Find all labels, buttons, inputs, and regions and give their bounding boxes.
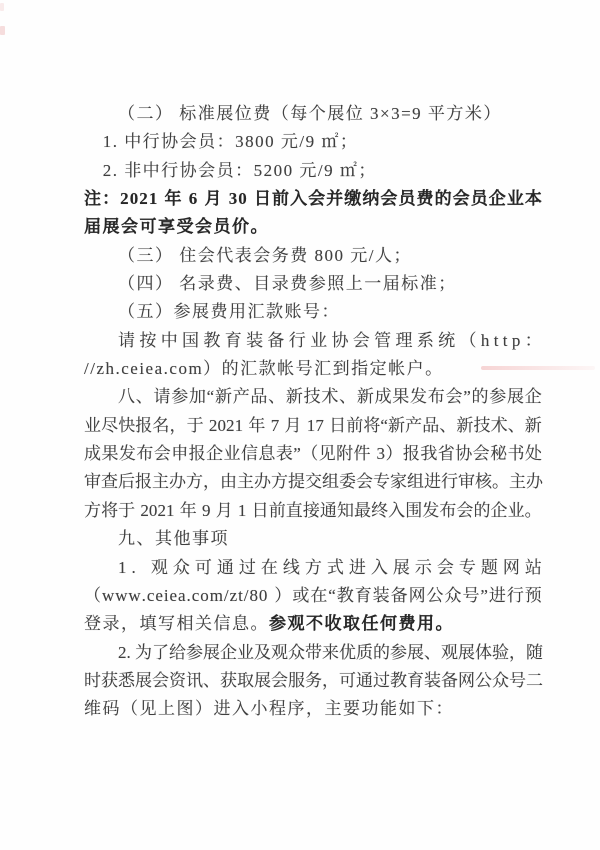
- document-body: [84, 100, 542, 724]
- doc-line: 时 获 悉 展 会 资 讯 、 获 取 展 会 服 务 ， 可 通 过 教 育 装 备 网 公 众 号 二: [84, 670, 543, 690]
- doc-line: 八 、 请 参 加 “ 新 产 品 、 新 技 术 、 新 成 果 发 布 会 ” 的 参 展 企: [118, 387, 542, 407]
- scan-artifact-mark-top: [0, 3, 4, 11]
- doc-line: 注 ： 2 0 2 1 年 6 月 3 0 日 前 入 会 并 缴 纳 会 员 费 的 会 员 企 业 本: [84, 189, 542, 209]
- doc-line: 九、其他事项: [118, 529, 229, 549]
- doc-line: （ w w w . c e i e a . c o m / z t / 8 0 ） 或 在 “ 教 育 装 备 网 公 众 号 ” 进 行 预: [84, 585, 542, 605]
- doc-line: 登录，填写相关信息。参观不收取任何费用。: [84, 614, 454, 634]
- doc-line: 请 按 中 国 教 育 装 备 行 业 协 会 管 理 系 统 （ h t t p ：: [118, 330, 542, 350]
- doc-line: （五）参展费用汇款账号：: [118, 302, 340, 322]
- doc-line: 2. 非中行协会员：5200 元/9 ㎡；: [102, 160, 377, 180]
- doc-line: （四） 名录费、目录费参照上一届标准；: [118, 274, 457, 294]
- doc-line: 方 将 于 2 0 2 1 年 9 月 1 日 前 直 接 通 知 最 终 入 围 发 布 会 的 企 业 。: [84, 500, 542, 520]
- doc-line: （二） 标准展位费（每个展位 3×3=9 平方米）: [118, 104, 502, 123]
- doc-line: 成 果 发 布 会 申 报 企 业 信 息 表 ” （ 见 附 件 3 ） 报 我 省 协 会 秘 书 处: [84, 444, 542, 464]
- doc-line: //zh.ceiea.com）的汇款帐号汇到指定帐户。: [84, 359, 444, 379]
- doc-line: 维码（见上图）进入小程序，主要功能如下：: [84, 699, 454, 719]
- doc-line: 业 尽 快 报 名 ， 于 2 0 2 1 年 7 月 1 7 日 前 将 “ 新 产 品 、 新 技 术 、 新: [84, 415, 542, 435]
- doc-line: 1 . 观 众 可 通 过 在 线 方 式 进 入 展 示 会 专 题 网 站: [118, 557, 542, 577]
- doc-line: 2 . 为 了 给 参 展 企 业 及 观 众 带 来 优 质 的 参 展 、 观 展 体 验 ， 随: [118, 642, 543, 662]
- doc-line: 届展会可享受会员价。: [84, 217, 269, 237]
- doc-line: 1. 中行协会员：3800 元/9 ㎡；: [102, 132, 359, 152]
- doc-line: （三） 住会代表会务费 800 元/人；: [118, 245, 412, 265]
- scan-artifact-mark-left: [0, 26, 5, 35]
- doc-line: 审 查 后 报 主 办 方 ， 由 主 办 方 提 交 组 委 会 专 家 组 进 行 审 核 。 主 办: [84, 472, 543, 492]
